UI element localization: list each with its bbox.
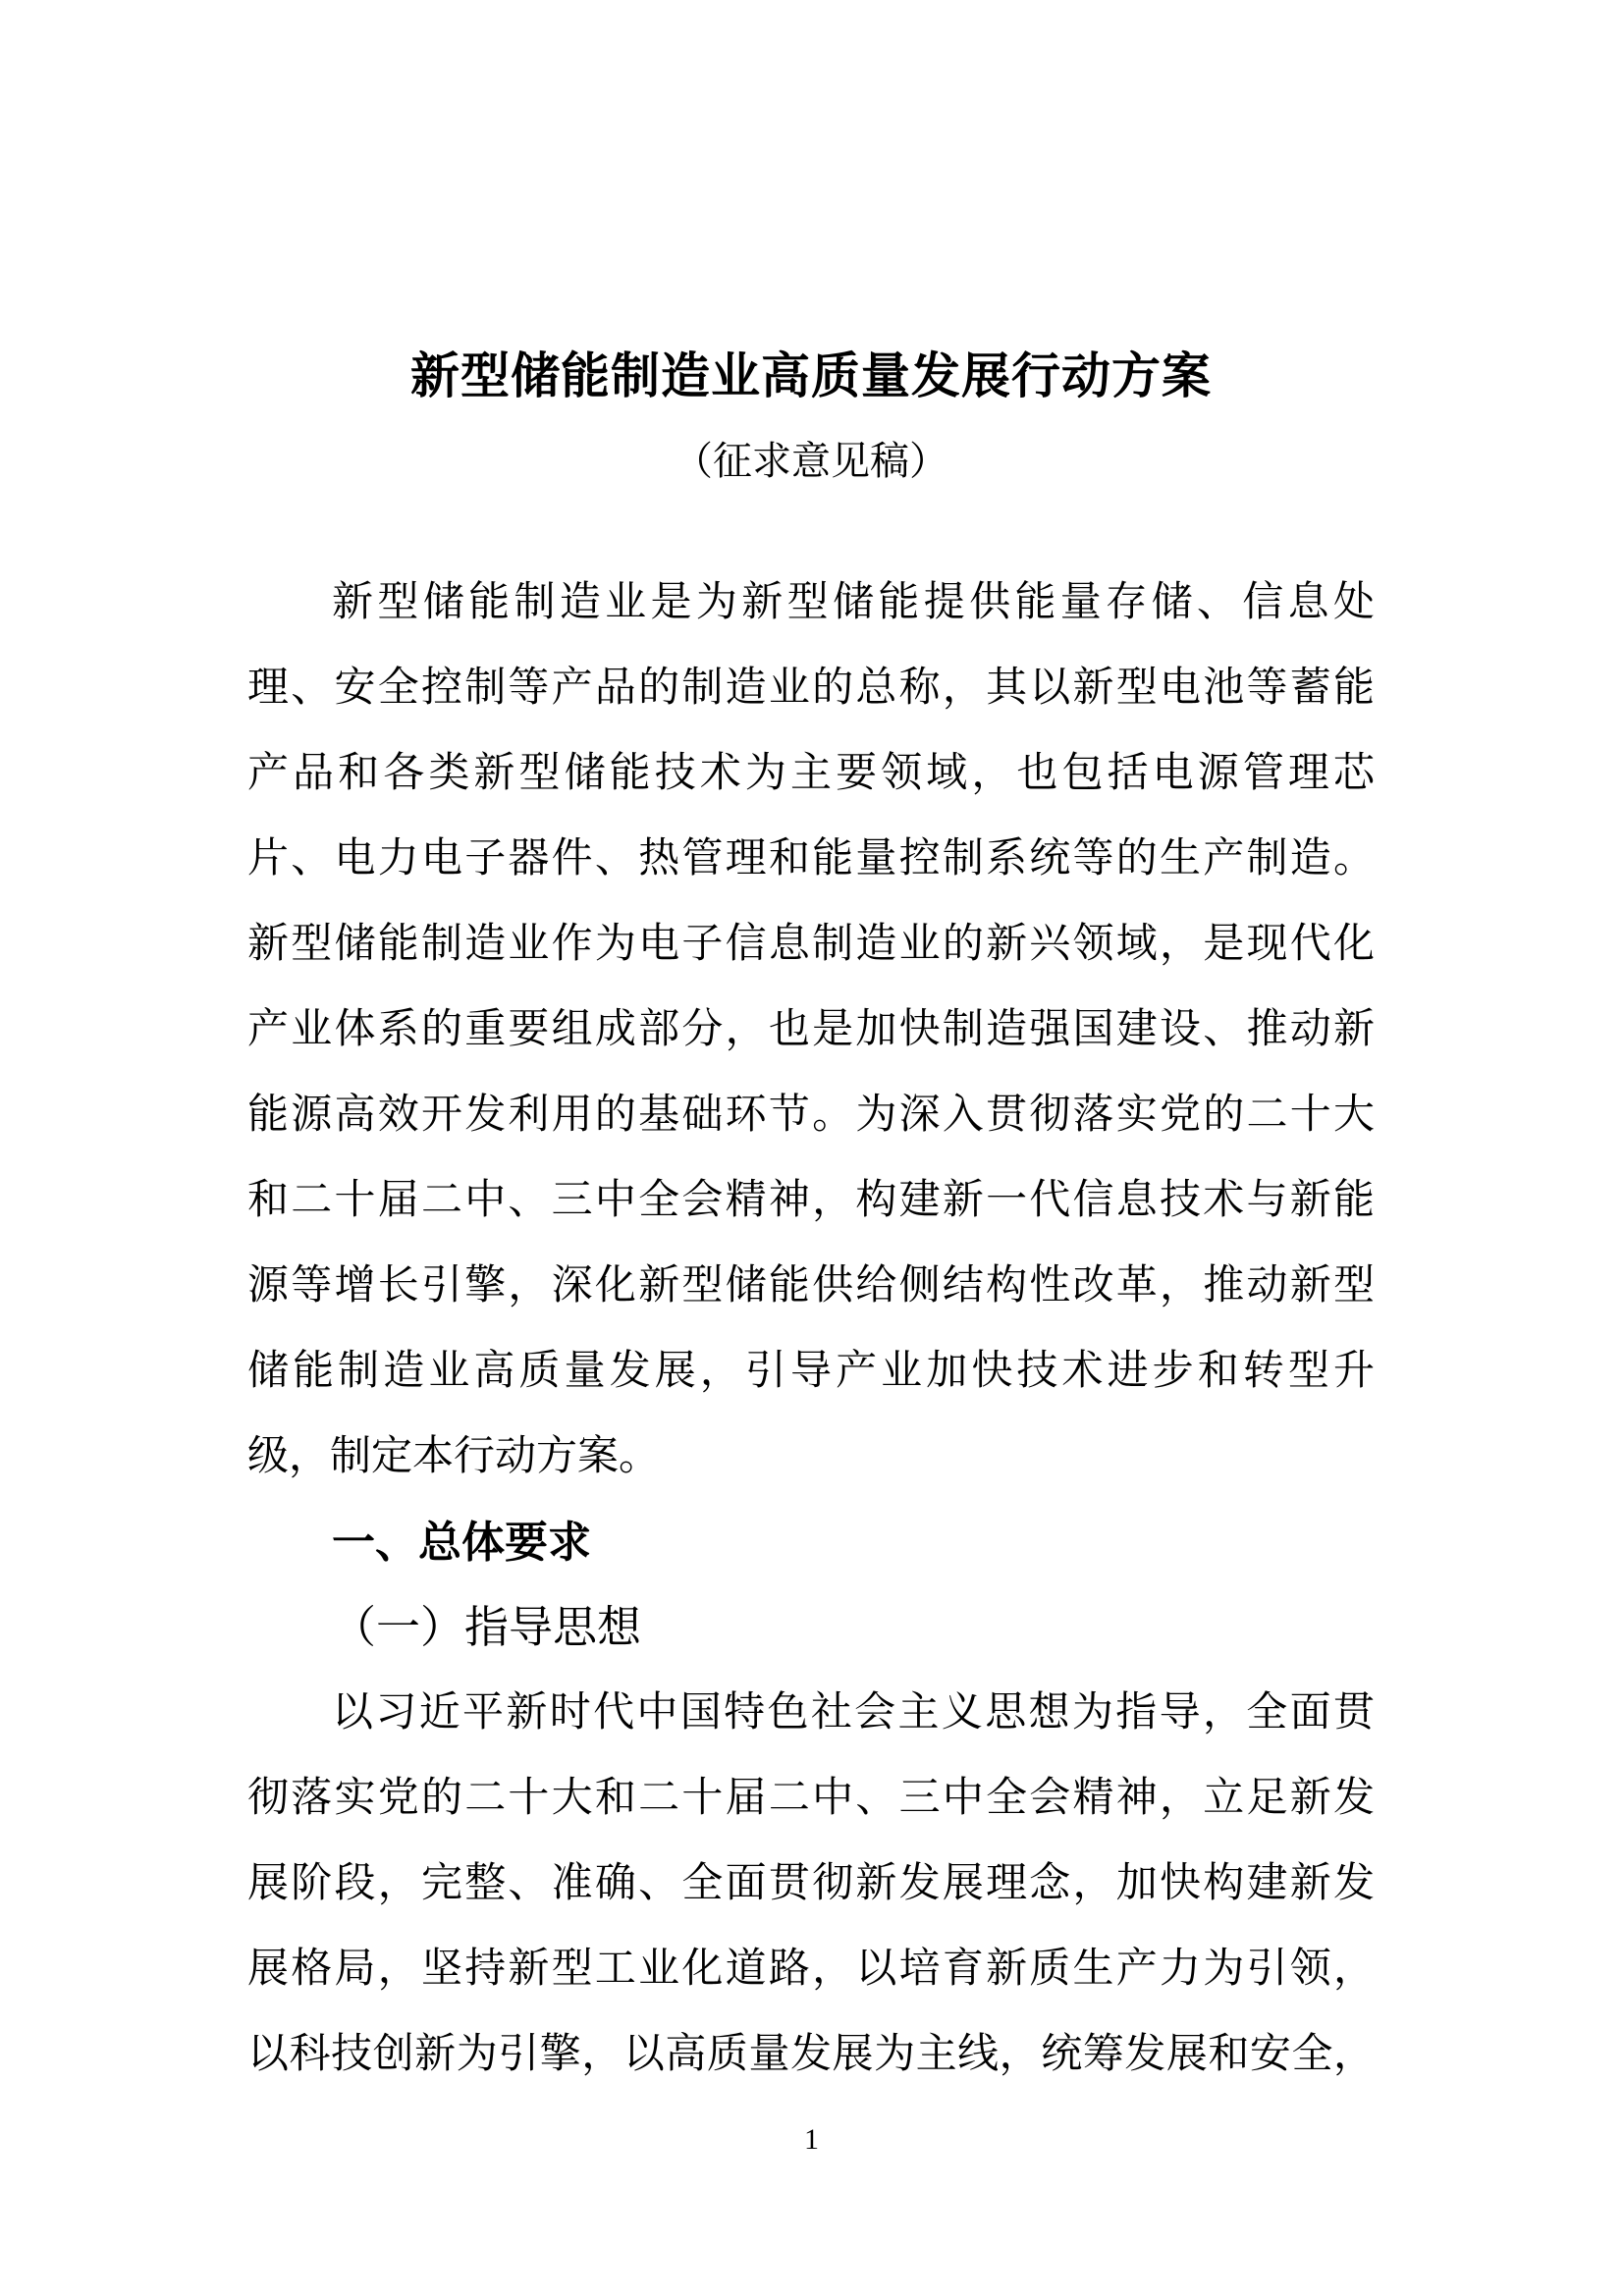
body-text-line: 展阶段，完整、准确、全面贯彻新发展理念，加快构建新发 — [247, 1861, 1375, 1906]
body-text-line: 展格局，坚持新型工业化道路，以培育新质生产力为引领， — [247, 1947, 1375, 1992]
body-text-line: 以习近平新时代中国特色社会主义思想为指导，全面贯 — [332, 1690, 1375, 1735]
section-heading: 一、总体要求 — [332, 1519, 591, 1567]
body-text-line: 新型储能制造业是为新型储能提供能量存储、信息处 — [332, 580, 1375, 625]
document-subtitle: （征求意见稿） — [674, 439, 948, 483]
body-text-line: 产品和各类新型储能技术为主要领域，也包括电源管理芯 — [247, 751, 1375, 796]
page-number: 1 — [804, 2123, 819, 2156]
document-body — [247, 561, 1375, 2098]
body-text-line: 片、电力电子器件、热管理和能量控制系统等的生产制造。 — [247, 836, 1375, 881]
body-text-line: 理、安全控制等产品的制造业的总称，其以新型电池等蓄能 — [247, 666, 1375, 711]
document-title: 新型储能制造业高质量发展行动方案 — [410, 348, 1212, 403]
body-text-line: 源等增长引擎，深化新型储能供给侧结构性改革，推动新型 — [247, 1263, 1375, 1308]
body-text-line: 和二十届二中、三中全会精神，构建新一代信息技术与新能 — [247, 1178, 1375, 1223]
body-text-line: 以科技创新为引擎，以高质量发展为主线，统筹发展和安全， — [247, 2032, 1375, 2077]
body-text-line: 产业体系的重要组成部分，也是加快制造强国建设、推动新 — [247, 1007, 1375, 1052]
body-text-line: 级，制定本行动方案。 — [247, 1434, 661, 1479]
body-text-line: 彻落实党的二十大和二十届二中、三中全会精神，立足新发 — [247, 1776, 1375, 1821]
body-text-line: 储能制造业高质量发展，引导产业加快技术进步和转型升 — [247, 1349, 1375, 1394]
body-text-line: 能源高效开发利用的基础环节。为深入贯彻落实党的二十大 — [247, 1093, 1375, 1138]
body-text-line: 新型储能制造业作为电子信息制造业的新兴领域，是现代化 — [247, 922, 1375, 967]
subsection-heading: （一）指导思想 — [332, 1603, 642, 1652]
